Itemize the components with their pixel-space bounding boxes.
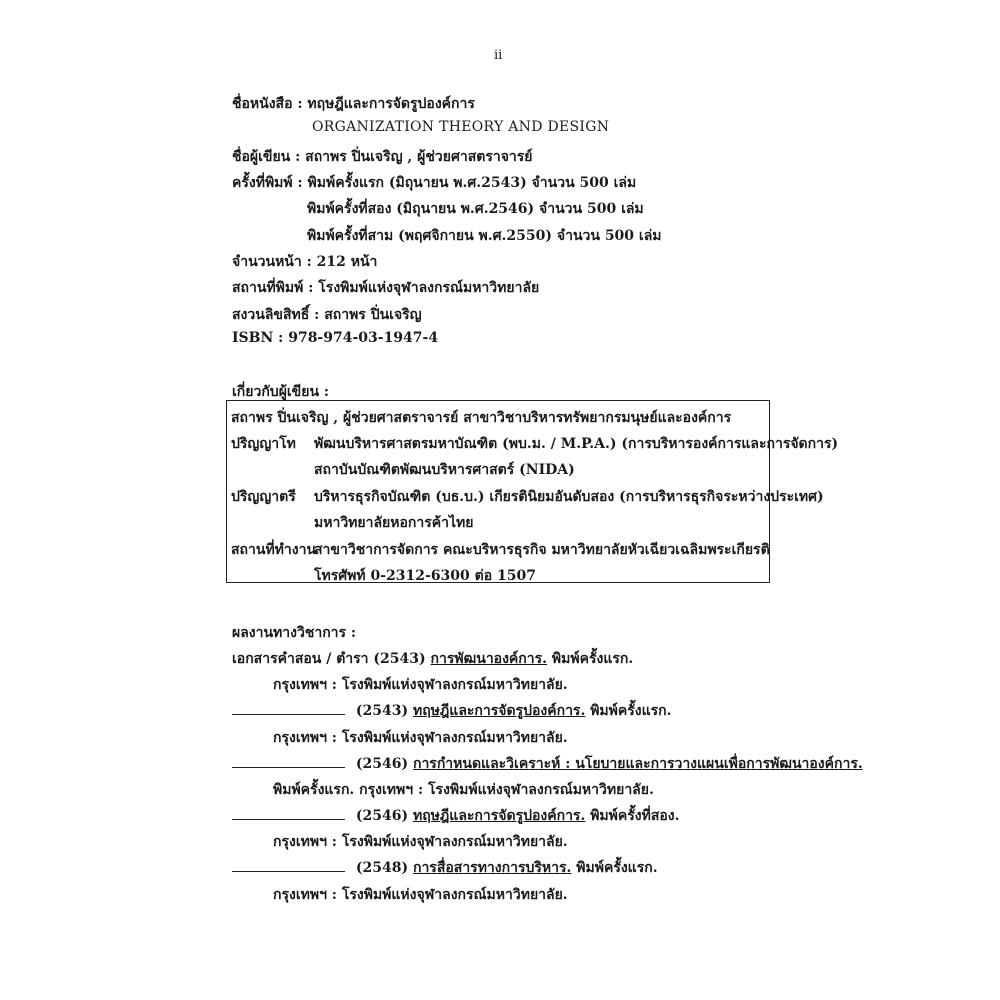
work-title: การสื่อสารทางการบริหาร. bbox=[412, 860, 572, 876]
page-number: ii bbox=[494, 48, 503, 63]
author-line: ชื่อผู้เขียน : สถาพร ปิ่นเจริญ , ผู้ช่วยศาสตราจารย์ bbox=[232, 149, 533, 165]
repeat-author-line bbox=[232, 767, 345, 768]
work-publisher: กรุงเทพฯ : โรงพิมพ์แห่งจุฬาลงกรณ์มหาวิทยาลัย. bbox=[273, 887, 568, 903]
print-edition-2: พิมพ์ครั้งที่สอง (มิถุนายน พ.ศ.2546) จำนวน 500 เล่ม bbox=[307, 201, 644, 217]
bachelor-institute: มหาวิทยาลัยหอการค้าไทย bbox=[314, 515, 474, 531]
repeat-author-line bbox=[232, 819, 345, 820]
book-title-line: ชื่อหนังสือ : ทฤษฎีและการจัดรูปองค์การ bbox=[232, 96, 475, 112]
work-prefix: (2546) bbox=[355, 756, 409, 772]
work-prefix: (2546) bbox=[355, 808, 409, 824]
work-edition: พิมพ์ครั้งแรก. bbox=[551, 651, 634, 667]
work-prefix: (2548) bbox=[355, 860, 409, 876]
work-publisher: กรุงเทพฯ : โรงพิมพ์แห่งจุฬาลงกรณ์มหาวิทยาลัย. bbox=[273, 677, 568, 693]
work-prefix: เอกสารคำสอน / ตำรา (2543) bbox=[232, 651, 426, 667]
printer-line: สถานที่พิมพ์ : โรงพิมพ์แห่งจุฬาลงกรณ์มหาวิทยาลัย bbox=[232, 280, 540, 296]
print-edition-3: พิมพ์ครั้งที่สาม (พฤศจิกายน พ.ศ.2550) จำนวน 500 เล่ม bbox=[307, 228, 662, 244]
author-name-line: สถาพร ปิ่นเจริญ , ผู้ช่วยศาสตราจารย์ สาขาวิชาบริหารทรัพยากรมนุษย์และองค์การ bbox=[231, 410, 732, 426]
workplace-phone: โทรศัพท์ 0-2312-6300 ต่อ 1507 bbox=[314, 568, 536, 584]
repeat-author-line bbox=[232, 871, 345, 872]
bachelor-label: ปริญญาตรี bbox=[231, 489, 296, 505]
work-title: ทฤษฎีและการจัดรูปองค์การ. bbox=[412, 808, 586, 824]
work-publisher: พิมพ์ครั้งแรก. กรุงเทพฯ : โรงพิมพ์แห่งจุฬาลงกรณ์มหาวิทยาลัย. bbox=[273, 782, 654, 798]
work-prefix: (2543) bbox=[355, 703, 409, 719]
isbn-line: ISBN : 978-974-03-1947-4 bbox=[232, 330, 439, 346]
copyright-line: สงวนลิขสิทธิ์ : สถาพร ปิ่นเจริญ bbox=[232, 307, 422, 323]
work-edition: พิมพ์ครั้งแรก. bbox=[576, 860, 658, 876]
masters-label: ปริญญาโท bbox=[231, 436, 296, 452]
work-entry bbox=[232, 648, 633, 670]
masters-institute: สถาบันบัณฑิตพัฒนบริหารศาสตร์ (NIDA) bbox=[314, 462, 575, 478]
masters-degree: พัฒนบริหารศาสตรมหาบัณฑิต (พบ.ม. / M.P.A.) (การบริหารองค์การและการจัดการ) bbox=[314, 436, 839, 452]
bachelor-degree: บริหารธุรกิจบัณฑิต (บธ.บ.) เกียรตินิยมอันดับสอง (การบริหารธุรกิจระหว่างประเทศ) bbox=[314, 489, 824, 505]
print-edition-1: ครั้งที่พิมพ์ : พิมพ์ครั้งแรก (มิถุนายน พ.ศ.2543) จำนวน 500 เล่ม bbox=[232, 175, 637, 191]
work-publisher: กรุงเทพฯ : โรงพิมพ์แห่งจุฬาลงกรณ์มหาวิทยาลัย. bbox=[273, 730, 568, 746]
book-title-english: ORGANIZATION THEORY AND DESIGN bbox=[312, 119, 610, 135]
work-edition: พิมพ์ครั้งที่สอง. bbox=[590, 808, 680, 824]
work-publisher: กรุงเทพฯ : โรงพิมพ์แห่งจุฬาลงกรณ์มหาวิทยาลัย. bbox=[273, 834, 568, 850]
work-title: การพัฒนาองค์การ. bbox=[430, 651, 548, 667]
work-title: การกำหนดและวิเคราะห์ : นโยบายและการวางแผนเพื่อการพัฒนาองค์การ. bbox=[412, 756, 863, 772]
repeat-author-line bbox=[232, 714, 345, 715]
work-entry bbox=[232, 700, 672, 722]
academic-works-title: ผลงานทางวิชาการ : bbox=[232, 625, 357, 641]
workplace-label: สถานที่ทำงาน bbox=[231, 542, 317, 558]
about-author-title: เกี่ยวกับผู้เขียน : bbox=[232, 384, 330, 400]
author-info-box bbox=[226, 400, 839, 584]
page-count: จำนวนหน้า : 212 หน้า bbox=[232, 254, 378, 270]
work-edition: พิมพ์ครั้งแรก. bbox=[590, 703, 672, 719]
work-entry bbox=[232, 753, 863, 775]
work-title: ทฤษฎีและการจัดรูปองค์การ. bbox=[412, 703, 586, 719]
workplace-name: สาขาวิชาการจัดการ คณะบริหารธุรกิจ มหาวิทยาลัยหัวเฉียวเฉลิมพระเกียรติ bbox=[314, 542, 770, 558]
work-entry bbox=[232, 857, 658, 879]
work-entry bbox=[232, 805, 680, 827]
